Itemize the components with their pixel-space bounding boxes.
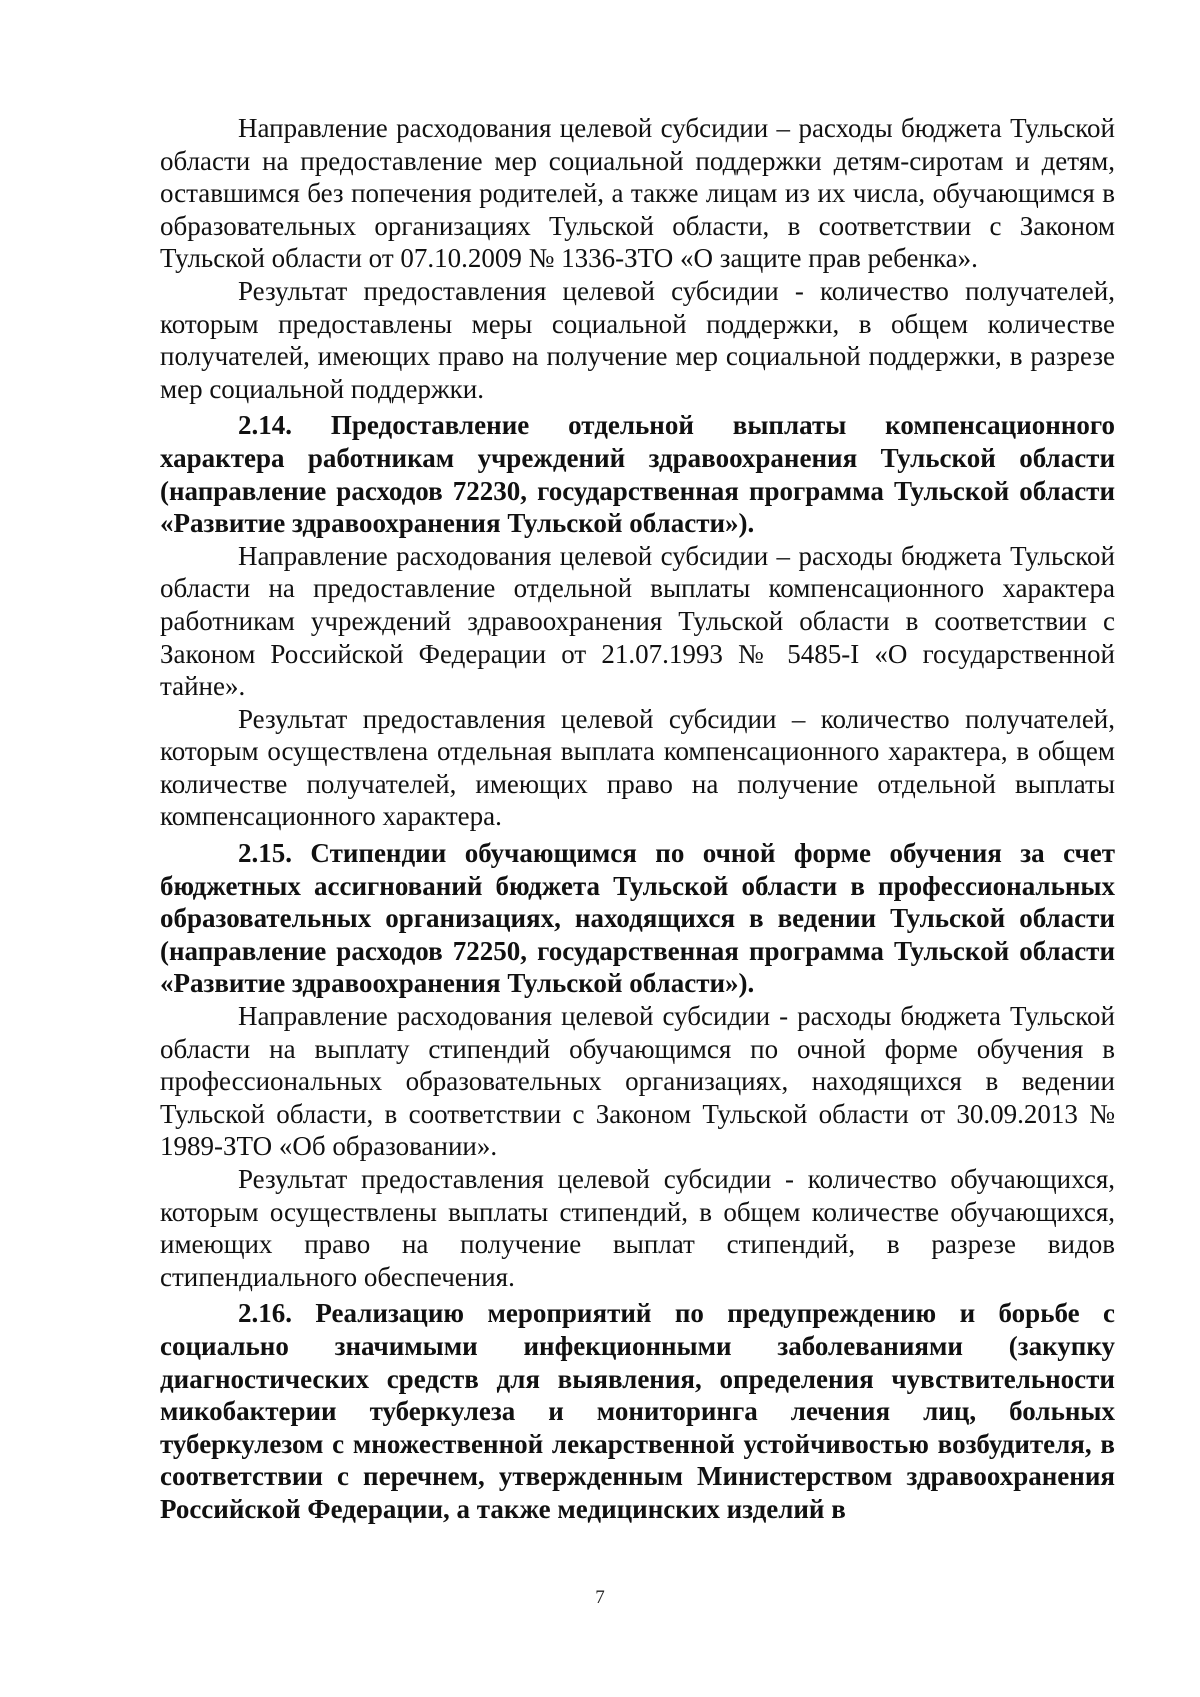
paragraph-subsidy-result-stipends: Результат предоставления целевой субсидии - количество обучающихся, которым осуществлены выплаты стипендий, в общем количестве обучающихся, имеющих право на получение выплат стипендий, в разрезе видов стипендиального обеспечения. [160,1164,1115,1292]
paragraph-subsidy-result-compensation: Результат предоставления целевой субсидии – количество получателей, которым осуществлена отдельная выплата компенсационного характера, в общем количестве получателей, имеющих право на получение отдельной выплаты компенсационного характера. [160,703,1115,832]
page-number: 7 [595,1587,605,1608]
paragraph-subsidy-direction-orphans: Направление расходования целевой субсидии – расходы бюджета Тульской области на предоставление мер социальной поддержки детям-сиротам и детям, оставшимся без попечения родителей, а также лицам из их числа, обучающимся в образовательных организациях Тульской области, в соответствии с Законом Тульской области от 07.10.2009 № 1336-ЗТО «О защите прав ребенка». [160,113,1115,274]
section-heading-2-14: 2.14. Предоставление отдельной выплаты компенсационного характера работникам учреждений здравоохранения Тульской области (направление расходов 72230, государственная программа Тульской области «Развитие здравоохранения Тульской области»). [160,410,1115,539]
document-body [160,112,1115,1526]
paragraph-subsidy-direction-compensation: Направление расходования целевой субсидии – расходы бюджета Тульской области на предоставление отдельной выплаты компенсационного характера работникам учреждений здравоохранения Тульской области в соответствии с Законом Российской Федерации от 21.07.1993 № 5485-I «О государственной тайне». [160,540,1115,702]
section-heading-2-15: 2.15. Стипендии обучающимся по очной форме обучения за счет бюджетных ассигнований бюджета Тульской области в профессиональных образовательных организациях, находящихся в ведении Тульской области (направление расходов 72250, государственная программа Тульской области «Развитие здравоохранения Тульской области»). [160,838,1115,999]
paragraph-subsidy-direction-stipends: Направление расходования целевой субсидии - расходы бюджета Тульской области на выплату стипендий обучающимся по очной форме обучения в профессиональных образовательных организациях, находящихся в ведении Тульской области, в соответствии с Законом Тульской области от 30.09.2013 № 1989-ЗТО «Об образовании». [160,1001,1115,1162]
paragraph-subsidy-result-orphans: Результат предоставления целевой субсидии - количество получателей, которым предоставлены меры социальной поддержки, в общем количестве получателей, имеющих право на получение мер социальной поддержки, в разрезе мер социальной поддержки. [160,275,1115,404]
section-heading-2-16: 2.16. Реализацию мероприятий по предупреждению и борьбе с социально значимыми инфекционными заболеваниями (закупку диагностических средств для выявления, определения чувствительности микобактерии туберкулеза и мониторинга лечения лиц, больных туберкулезом с множественной лекарственной устойчивостью возбудителя, в соответствии с перечнем, утвержденным Министерством здравоохранения Российской Федерации, а также медицинских изделий в [160,1298,1115,1524]
